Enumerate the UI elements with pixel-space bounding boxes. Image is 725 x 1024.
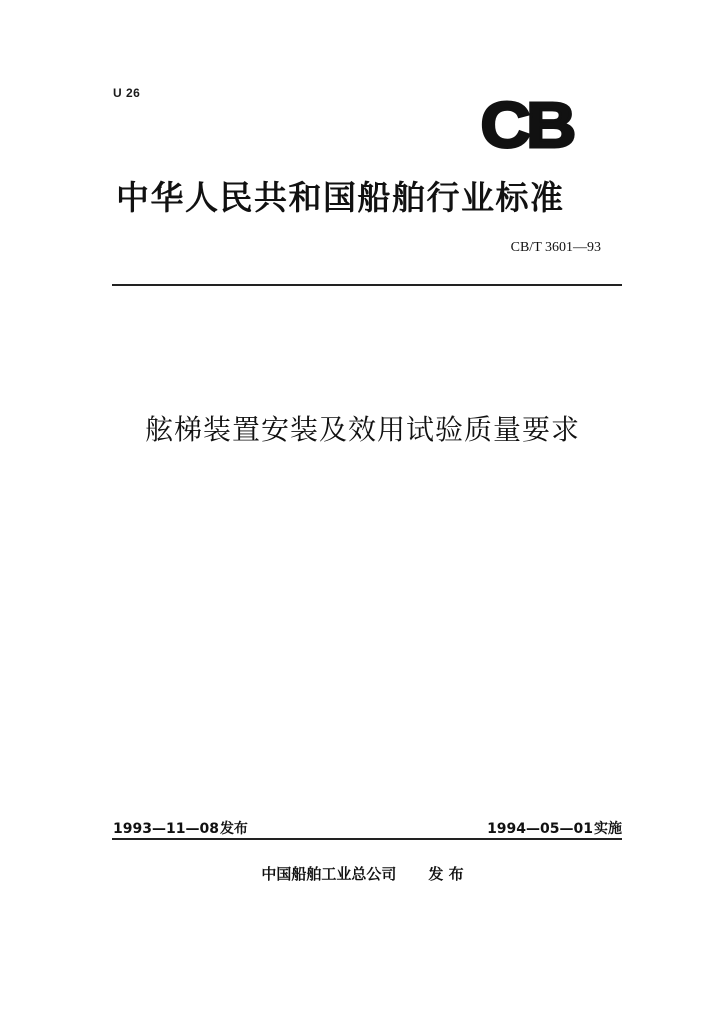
issuer-line [0, 863, 725, 884]
cb-logo-text: CB [480, 89, 572, 161]
implement-date-line [487, 818, 622, 838]
issue-date-line [113, 818, 248, 838]
cb-logo [476, 89, 576, 161]
implement-date: 1994—05—01 [487, 821, 593, 837]
implement-label: 实施 [594, 821, 622, 837]
issuer-name: 中国船舶工业总公司 [261, 865, 397, 883]
standard-code: CB/T 3601—93 [510, 240, 601, 255]
issue-date: 1993—11—08 [113, 821, 219, 837]
bottom-divider [112, 838, 622, 840]
top-divider [112, 284, 622, 286]
standard-header-title: 中华人民共和国船舶行业标准 [116, 178, 565, 217]
document-title: 舷梯装置安装及效用试验质量要求 [144, 413, 580, 446]
issue-label: 发布 [219, 821, 248, 837]
issuer-label: 发 布 [428, 865, 464, 883]
classification-code: U 26 [113, 86, 141, 100]
